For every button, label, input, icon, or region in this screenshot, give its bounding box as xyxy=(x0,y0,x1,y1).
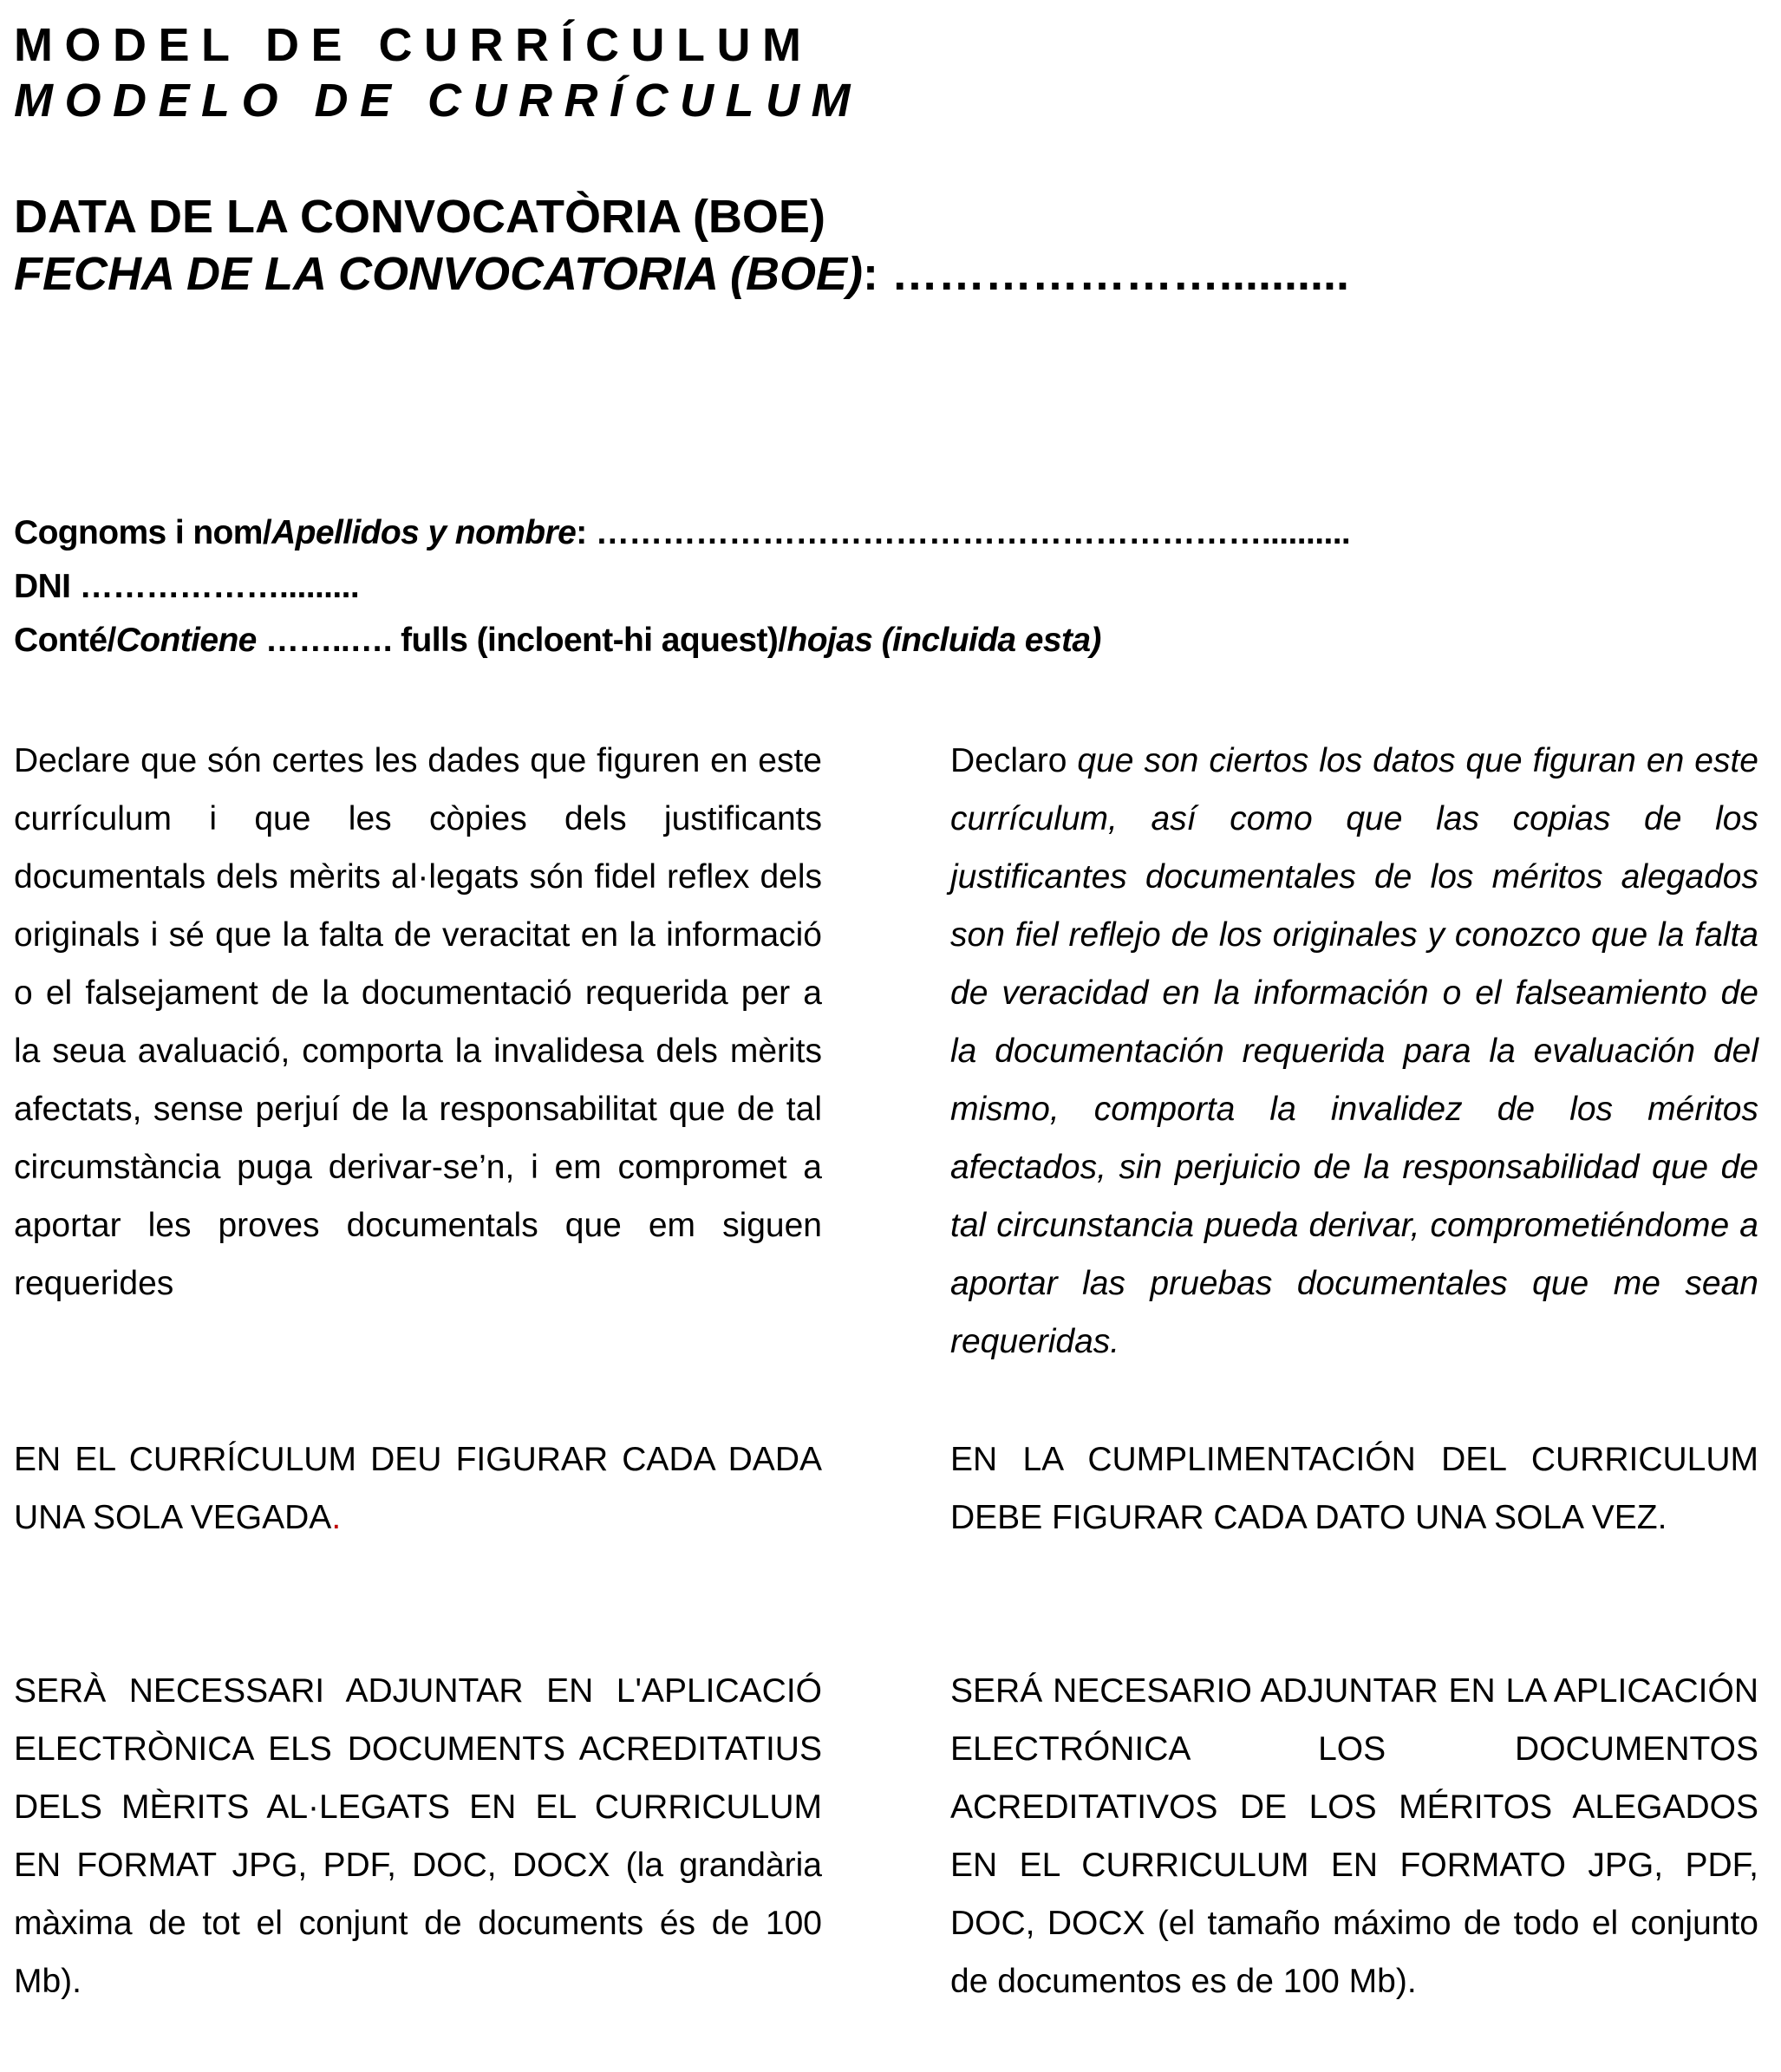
notice-once-catalan xyxy=(14,1430,822,1547)
pages-line xyxy=(14,614,1101,668)
title-spanish: MODELO DE CURRÍCULUM xyxy=(14,75,862,127)
name-fill-line: …………………………………………………….......... xyxy=(595,514,1351,551)
call-date-spanish xyxy=(14,246,1349,302)
name-label-catalan: Cognoms i nom/ xyxy=(14,514,272,551)
call-date-fill-line: ………………….......... xyxy=(891,248,1350,300)
pages-text-spanish: hojas (incluida esta) xyxy=(786,622,1101,659)
declaration-catalan: Declare que són certes les dades que figuren en este currículum i que les còpies dels justificants documentals dels mèrits al·legats són fidel reflex dels originals i sé que la falta de veracitat en la informació o el falsejament de la documentació requerida per a la seua avaluació, comporta la invalidesa dels mèrits afectats, sense perjuí de la responsabilitat que de tal circumstància puga derivar-se’n, i em compromet a aportar les proves documentals que em siguen requerides xyxy=(14,742,822,1302)
dni-fill-line: ………………......... xyxy=(79,568,360,605)
notice-attach-spanish: SERÁ NECESARIO ADJUNTAR EN LA APLICACIÓN ELECTRÓNICA LOS DOCUMENTOS ACREDITATIVOS DE LOS MÉRITOS ALEGADOS EN EL CURRICULUM EN FORMATO JPG, PDF, DOC, DOCX (el tamaño máximo de todo el conjunto de documentos es de 100 Mb). xyxy=(950,1672,1758,2000)
pages-label-spanish: Contiene xyxy=(115,622,257,659)
call-date-catalan: DATA DE LA CONVOCATÒRIA (BOE) xyxy=(14,191,825,243)
declaration-spanish-lead: Declaro xyxy=(950,742,1078,779)
notice-attach-catalan: SERÀ NECESSARI ADJUNTAR EN L'APLICACIÓ ELECTRÒNICA ELS DOCUMENTS ACREDITATIUS DELS MÈRITS AL·LEGATS EN EL CURRICULUM EN FORMAT JPG, PDF, DOC, DOCX (la grandària màxima de tot el conjunt de documents és de 100 Mb). xyxy=(14,1672,822,2000)
dni-line xyxy=(14,560,359,614)
title-catalan: MODEL DE CURRÍCULUM xyxy=(14,19,813,71)
notice-once-spanish: EN LA CUMPLIMENTACIÓN DEL CURRICULUM DEBE FIGURAR CADA DATO UNA SOLA VEZ. xyxy=(950,1441,1758,1536)
call-date-spanish-label: FECHA DE LA CONVOCATORIA (BOE) xyxy=(14,248,863,300)
name-colon: : xyxy=(576,514,596,551)
notice-once-catalan-period: . xyxy=(331,1499,342,1536)
name-line xyxy=(14,506,1350,560)
pages-text-catalan: fulls (incloent-hi aquest)/ xyxy=(401,622,787,659)
declaration-spanish-body: que son ciertos los datos que figuran en este currículum, así como que las copias de los justificantes documentales de los méritos alegados son fiel reflejo de los originales y conozco que la falta de veracidad en la información o el falseamiento de la documentación requerida para la evaluación del mismo, comporta la invalidez de los méritos afectados, sin perjuicio de la responsabilidad que de tal circunstancia pueda derivar, comprometiéndome a aportar las pruebas documentales que me sean requeridas. xyxy=(950,742,1758,1360)
pages-fill-line: ……..…. xyxy=(256,622,401,659)
declaration-spanish xyxy=(950,732,1758,1371)
call-date-colon: : xyxy=(863,248,891,300)
pages-label-catalan: Conté/ xyxy=(14,622,116,659)
name-label-spanish: Apellidos y nombre xyxy=(271,514,577,551)
dni-label: DNI xyxy=(14,568,80,605)
notice-once-catalan-text: EN EL CURRÍCULUM DEU FIGURAR CADA DADA UNA SOLA VEGADA xyxy=(14,1441,822,1536)
